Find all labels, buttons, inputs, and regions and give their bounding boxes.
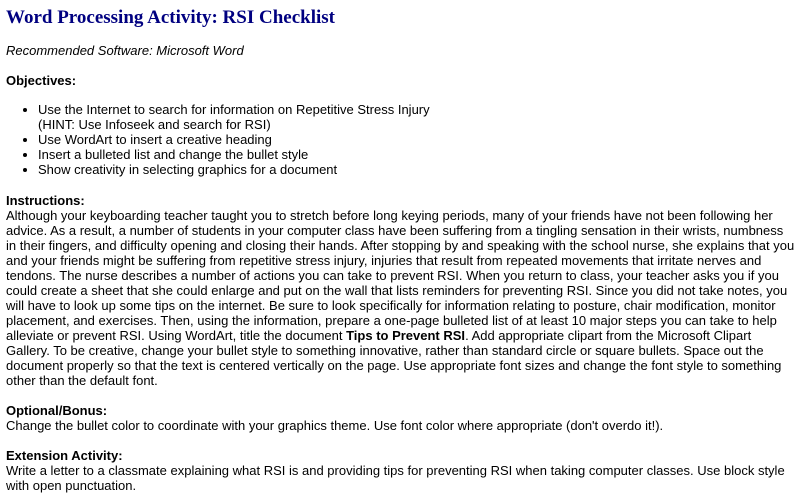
objectives-list <box>6 102 796 177</box>
objective-text: Insert a bulleted list and change the bullet style <box>38 147 309 162</box>
extension-text: Write a letter to a classmate explaining what RSI is and providing tips for preventing RSI when taking computer classes. Use block style with open punctuation. <box>6 463 785 493</box>
instructions-text-1: Although your keyboarding teacher taught you to stretch before long keying periods, many of your friends have not been following her advice. As a result, a number of students in your computer class have been suffering from a tingling sensation in their wrists, numbness in their fingers, and difficulty opening and closing their hands. After stopping by and speaking with the school nurse, she explains that you and your friends might be suffering from repetitive stress injury, injuries that result from repeated movements that irritate nerves and tendons. The nurse describes a number of actions you can take to prevent RSI. When you return to class, your teacher asks you if you could create a sheet that she could enlarge and put on the wall that lists reminders for preventing RSI. Since you did not take notes, you will have to look up some tips on the internet. Be sure to look specifically for information relating to posture, chair modification, monitor placement, and exercises. Then, using the information, prepare a one-page bulleted list of at least 10 major steps you can take to help alleviate or prevent RSI. Using WordArt, title the document <box>6 208 795 343</box>
instructions-paragraph <box>6 208 796 388</box>
optional-text: Change the bullet color to coordinate with your graphics theme. Use font color where appropriate (don't overdo it!). <box>6 418 664 433</box>
optional-heading: Optional/Bonus: <box>6 403 108 418</box>
instructions-text-2: . Add appropriate clipart from the Microsoft Clipart Gallery. To be creative, change your bullet style to something innovative, rather than standard circle or square bullets. Space out the document properly so that the text is centered vertically on the page. Use appropriate font sizes and change the font style to something other than the default font. <box>6 328 782 388</box>
objective-item <box>38 102 796 132</box>
instructions-heading: Instructions: <box>6 193 85 208</box>
recommended-software: Recommended Software: Microsoft Word <box>6 43 244 58</box>
objective-text: Use WordArt to insert a creative heading <box>38 132 272 147</box>
objective-item <box>38 132 796 147</box>
objectives-heading: Objectives: <box>6 73 77 88</box>
objective-text: Use the Internet to search for information on Repetitive Stress Injury <box>38 102 430 117</box>
instructions-bold-title: Tips to Prevent RSI <box>346 328 466 343</box>
extension-heading: Extension Activity: <box>6 448 123 463</box>
page-title: Word Processing Activity: RSI Checklist <box>6 7 335 28</box>
objective-hint: (HINT: Use Infoseek and search for RSI) <box>38 117 271 132</box>
objective-item <box>38 147 796 162</box>
objective-item <box>38 162 796 177</box>
objective-text: Show creativity in selecting graphics for a document <box>38 162 338 177</box>
